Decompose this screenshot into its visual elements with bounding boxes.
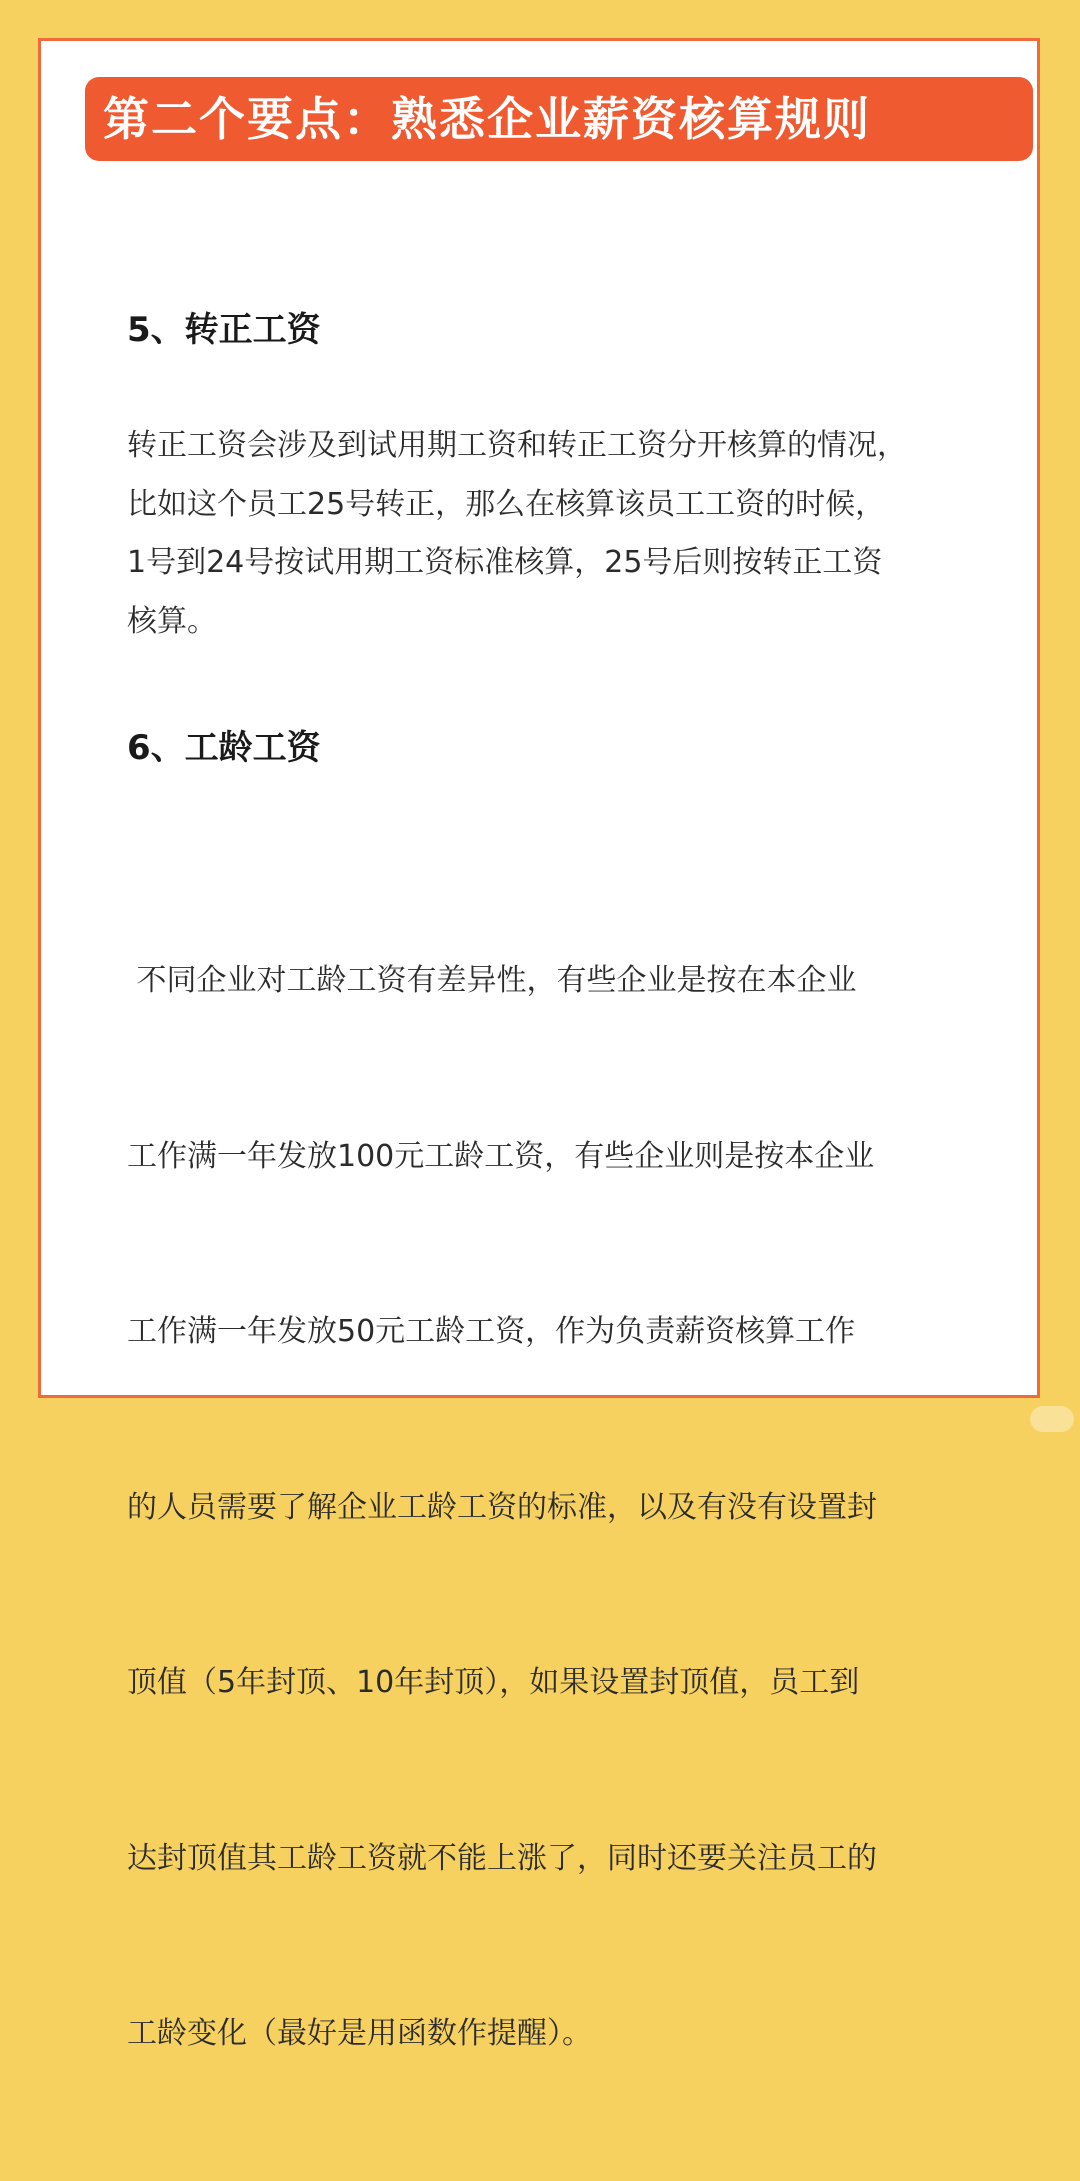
watermark-badge xyxy=(1030,1406,1074,1432)
section-paragraph xyxy=(127,417,967,651)
paragraph-line: 转正工资会涉及到试用期工资和转正工资分开核算的情况， xyxy=(127,428,907,463)
section-seniority-salary xyxy=(127,728,967,2181)
paragraph-line: 1号到24号按试用期工资标准核算，25号后则按转正工资 xyxy=(127,545,883,580)
paragraph-line: 比如这个员工25号转正，那么在核算该员工工资的时候， xyxy=(127,486,886,522)
paragraph-line: 核算。 xyxy=(127,603,217,639)
section-paragraph xyxy=(127,835,967,2181)
page-title: 第二个要点：熟悉企业薪资核算规则 xyxy=(103,92,871,146)
section-heading: 5、转正工资 xyxy=(127,310,321,350)
section-heading: 6、工龄工资 xyxy=(127,728,321,768)
paragraph-line: 达封顶值其工龄工资就不能上涨了，同时还要关注员工的 xyxy=(127,1840,877,1876)
section-probation-salary xyxy=(127,310,967,651)
paragraph-line: 工龄变化（最好是用函数作提醒）。 xyxy=(127,2016,592,2051)
content-card xyxy=(38,38,1040,2051)
paragraph-line: 的人员需要了解企业工龄工资的标准，以及有没有设置封 xyxy=(127,1489,877,1525)
title-banner xyxy=(85,77,1033,161)
paragraph-line: 不同企业对工龄工资有差异性，有些企业是按在本企业 xyxy=(127,963,857,998)
paragraph-line: 工作满一年发放50元工龄工资，作为负责薪资核算工作 xyxy=(127,1314,856,1349)
paragraph-line: 工作满一年发放100元工龄工资，有些企业则是按本企业 xyxy=(127,1138,875,1174)
paragraph-line: 顶值（5年封顶、10年封顶），如果设置封顶值，员工到 xyxy=(127,1665,860,1700)
